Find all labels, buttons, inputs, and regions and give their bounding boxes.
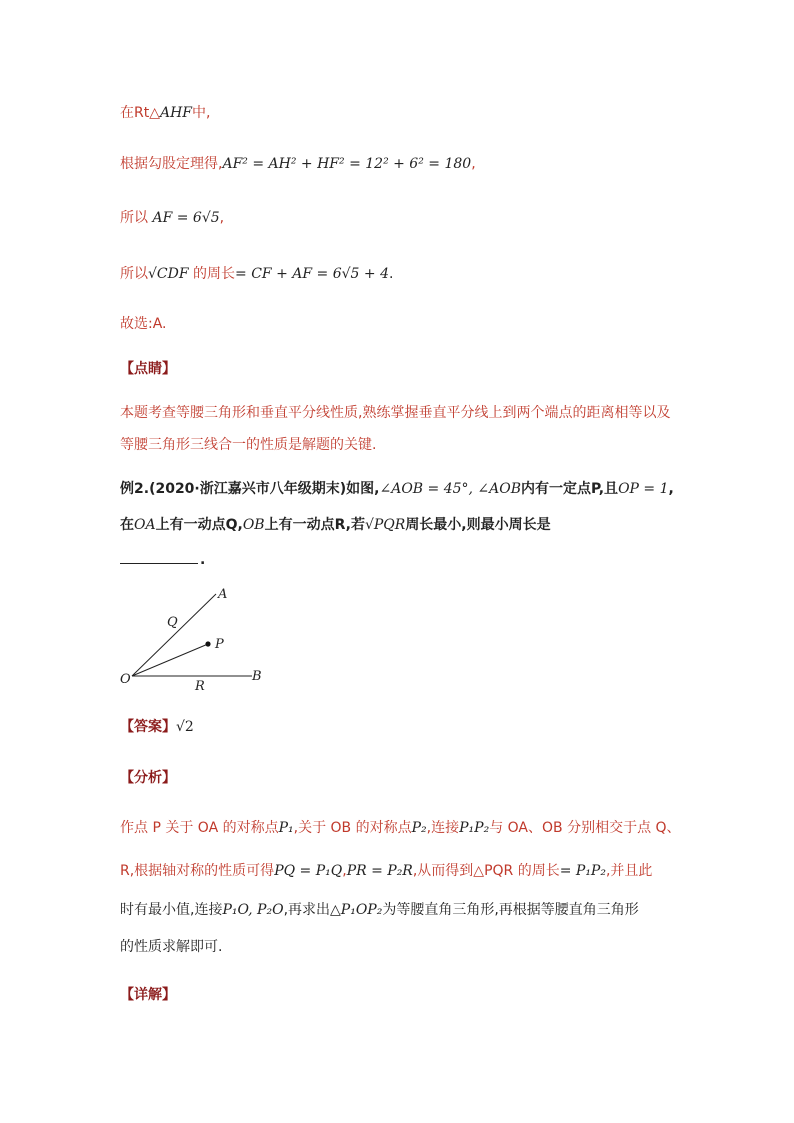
- choice-line: 故选:A.: [120, 316, 167, 332]
- segment-p1p2: P₁P₂: [459, 820, 490, 836]
- analysis-line-2: [120, 860, 652, 880]
- text: 所以: [120, 210, 148, 226]
- text: 作点 P 关于 OA 的对称点: [120, 820, 279, 836]
- text: 所以: [120, 266, 148, 282]
- example-label: 例2.: [120, 481, 150, 497]
- segments-p1o-p2o: P₁O, P₂O: [222, 902, 284, 918]
- text: 时有最小值,连接: [120, 902, 223, 918]
- solution-line-4: [120, 263, 393, 283]
- label-a: A: [218, 587, 228, 602]
- text: 如图,: [346, 481, 380, 497]
- text: ,连接: [426, 820, 460, 836]
- answer-blank: [120, 563, 198, 564]
- text: ,关于 OB 的对称点: [293, 820, 412, 836]
- label-b: B: [252, 669, 262, 684]
- angle-figure: [110, 582, 280, 694]
- label-o: O: [120, 672, 131, 687]
- perimeter-formula: = CF + AF = 6√5 + 4: [235, 266, 389, 282]
- text: ,: [668, 481, 674, 497]
- text: 上有一动点R,若: [264, 517, 365, 533]
- equation-pq: PQ = P₁Q: [274, 863, 343, 879]
- section-header-detail: 【详解】: [120, 987, 176, 1003]
- text: 上有一动点Q,: [155, 517, 243, 533]
- op-expression: OP = 1: [618, 481, 669, 497]
- solution-line-2: [120, 153, 476, 173]
- text: .: [389, 266, 394, 282]
- text: 在: [120, 517, 134, 533]
- text: ,从而得到△PQR 的周长: [412, 863, 560, 879]
- text: 周长最小,则最小周长是: [405, 517, 551, 533]
- text: 的周长: [193, 266, 236, 282]
- section-header-dianjing: 【点睛】: [120, 361, 176, 377]
- example-source: (2020·浙江嘉兴市八年级期末): [149, 481, 347, 497]
- dianjing-text-1: 本题考查等腰三角形和垂直平分线性质,熟练掌握垂直平分线上到两个端点的距离相等以及: [120, 405, 671, 421]
- equation-perimeter: = P₁P₂: [559, 863, 606, 879]
- text: 在Rt△: [120, 105, 160, 121]
- section-header-analysis: 【分析】: [120, 770, 176, 786]
- text: R,根据轴对称的性质可得: [120, 863, 275, 879]
- example2-line-1: [120, 478, 674, 498]
- answer-blank-line: [120, 552, 205, 568]
- ray-oa: [132, 594, 216, 676]
- segment-oa: OA: [134, 517, 156, 533]
- point-p2: P₂: [411, 820, 427, 836]
- text: ,: [471, 156, 476, 172]
- text: .: [200, 552, 206, 568]
- label-q: Q: [167, 615, 178, 630]
- answer-line: [120, 716, 194, 736]
- segment-op: [132, 644, 208, 676]
- af-value: AF = 6√5: [152, 210, 220, 226]
- math-var: AHF: [159, 105, 193, 121]
- label-r: R: [195, 679, 205, 694]
- point-p1: P₁: [278, 820, 294, 836]
- solution-line-3: [120, 207, 224, 227]
- text: ,并且此: [605, 863, 653, 879]
- dianjing-text-2: 等腰三角形三线合一的性质是解题的关键.: [120, 437, 377, 453]
- text: 根据勾股定理得,: [120, 156, 223, 172]
- label-p: P: [215, 637, 224, 652]
- text: ,再求出: [283, 902, 331, 918]
- analysis-line-4: 的性质求解即可.: [120, 939, 223, 955]
- triangle-cdf: √CDF: [148, 266, 189, 282]
- point-p: [205, 641, 210, 646]
- text: 中,: [192, 105, 211, 121]
- text: ,: [342, 863, 347, 879]
- triangle-pqr: √PQR: [364, 517, 406, 533]
- text: 与 OA、OB 分别相交于点 Q、: [489, 820, 681, 836]
- equation-pr: PR = P₂R: [346, 863, 413, 879]
- angle-expression: ∠AOB = 45°, ∠AOB: [379, 481, 522, 497]
- text: 内有一定点P,且: [521, 481, 619, 497]
- solution-line-1: [120, 102, 210, 122]
- text: ,: [219, 210, 225, 226]
- pythagoras-formula: AF² = AH² + HF² = 12² + 6² = 180: [222, 156, 472, 172]
- analysis-line-1: [120, 817, 681, 837]
- triangle-p1op2: △P₁OP₂: [330, 902, 383, 918]
- text: 为等腰直角三角形,再根据等腰直角三角形: [382, 902, 639, 918]
- analysis-line-3: [120, 899, 639, 919]
- section-header-answer: 【答案】: [120, 719, 176, 735]
- answer-value: √2: [176, 719, 194, 735]
- example2-line-2: [120, 514, 551, 534]
- segment-ob: OB: [242, 517, 265, 533]
